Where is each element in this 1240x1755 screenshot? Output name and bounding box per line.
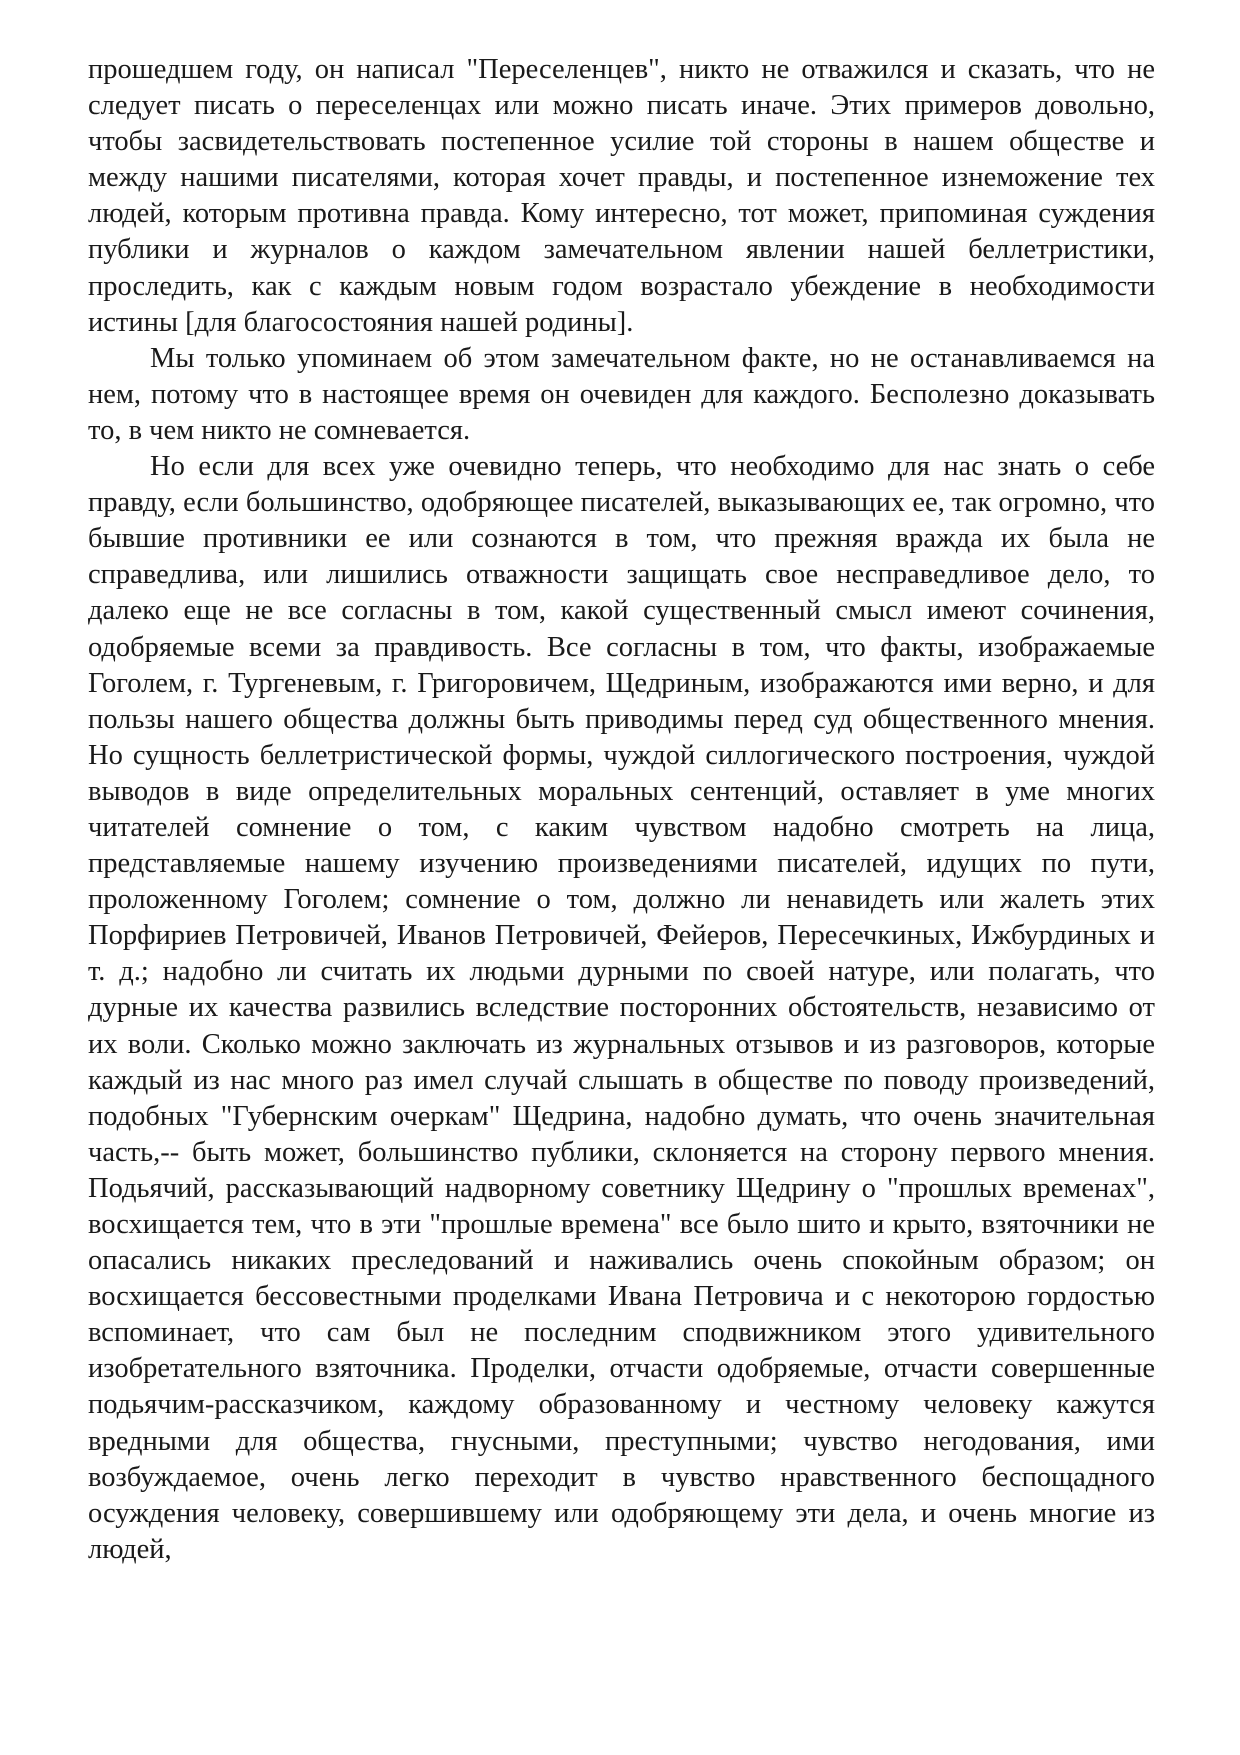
paragraph-1: прошедшем году, он написал "Переселенцев", никто не отважился и сказать, что не следует писать о переселенцах или можно писать иначе. Этих примеров довольно, чтобы засвидетельствовать постепенное усилие той стороны в нашем обществе и между нашими писателями, которая хочет правды, и постепенное изнеможение тех людей, которым противна правда. Кому интересно, тот может, припоминая суждения публики и журналов о каждом замечательном явлении нашей беллетристики, проследить, как с каждым новым годом возрастало убеждение в необходимости истины [для благосостояния нашей родины]. (88, 54, 1155, 338)
paragraph-3: Но если для всех уже очевидно теперь, что необходимо для нас знать о себе правду, если большинство, одобряющее писателей, выказывающих ее, так огромно, что бывшие противники ее или сознаются в том, что прежняя вражда их была не справедлива, или лишились отважности защищать свое несправедливое дело, то далеко еще не все согласны в том, какой существенный смысл имеют сочинения, одобряемые всеми за правдивость. Все согласны в том, что факты, изображаемые Гоголем, г. Тургеневым, г. Григоровичем, Щедриным, изображаются ими верно, и для пользы нашего общества должны быть приводимы перед суд общественного мнения. Но сущность беллетристической формы, чуждой силлогического построения, чуждой выводов в виде определительных моральных сентенций, оставляет в уме многих читателей сомнение о том, с каким чувством надобно смотреть на лица, представляемые нашему изучению произведениями писателей, идущих по пути, проложенному Гоголем; сомнение о том, должно ли ненавидеть или жалеть этих Порфириев Петровичей, Иванов Петровичей, Фейеров, Пересечкиных, Ижбурдиных и т. д.; надобно ли считать их людьми дурными по своей натуре, или полагать, что дурные их качества развились вследствие посторонних обстоятельств, независимо от их воли. Сколько можно заключать из журнальных отзывов и из разговоров, которые каждый из нас много раз имел случай слышать в обществе по поводу произведений, подобных "Губернским очеркам" Щедрина, надобно думать, что очень значительная часть,-- быть может, большинство публики, склоняется на сторону первого мнения. Подьячий, рассказывающий надворному советнику Щедрину о "прошлых временах", восхищается тем, что в эти "прошлые времена" все было шито и крыто, взяточники не опасались никаких преследований и наживались очень спокойным образом; он восхищается бессовестными проделками Ивана Петровича и с некоторою гордостью вспоминает, что сам был не последним сподвижником этого удивительного изобретательного взяточника. Проделки, отчасти одобряемые, отчасти совершенные подьячим-рассказчиком, каждому образованному и честному человеку кажутся вредными для общества, гнусными, преступными; чувство негодования, ими возбуждаемое, очень легко переходит в чувство нравственного беспощадного осуждения человеку, совершившему или одобряющему эти дела, и очень многие из людей, (88, 451, 1155, 1565)
document-page (88, 52, 1155, 1568)
paragraph-2: Мы только упоминаем об этом замечательном факте, но не останавливаемся на нем, потому что в настоящее время он очевиден для каждого. Бесполезно доказывать то, в чем никто не сомневается. (88, 342, 1155, 446)
